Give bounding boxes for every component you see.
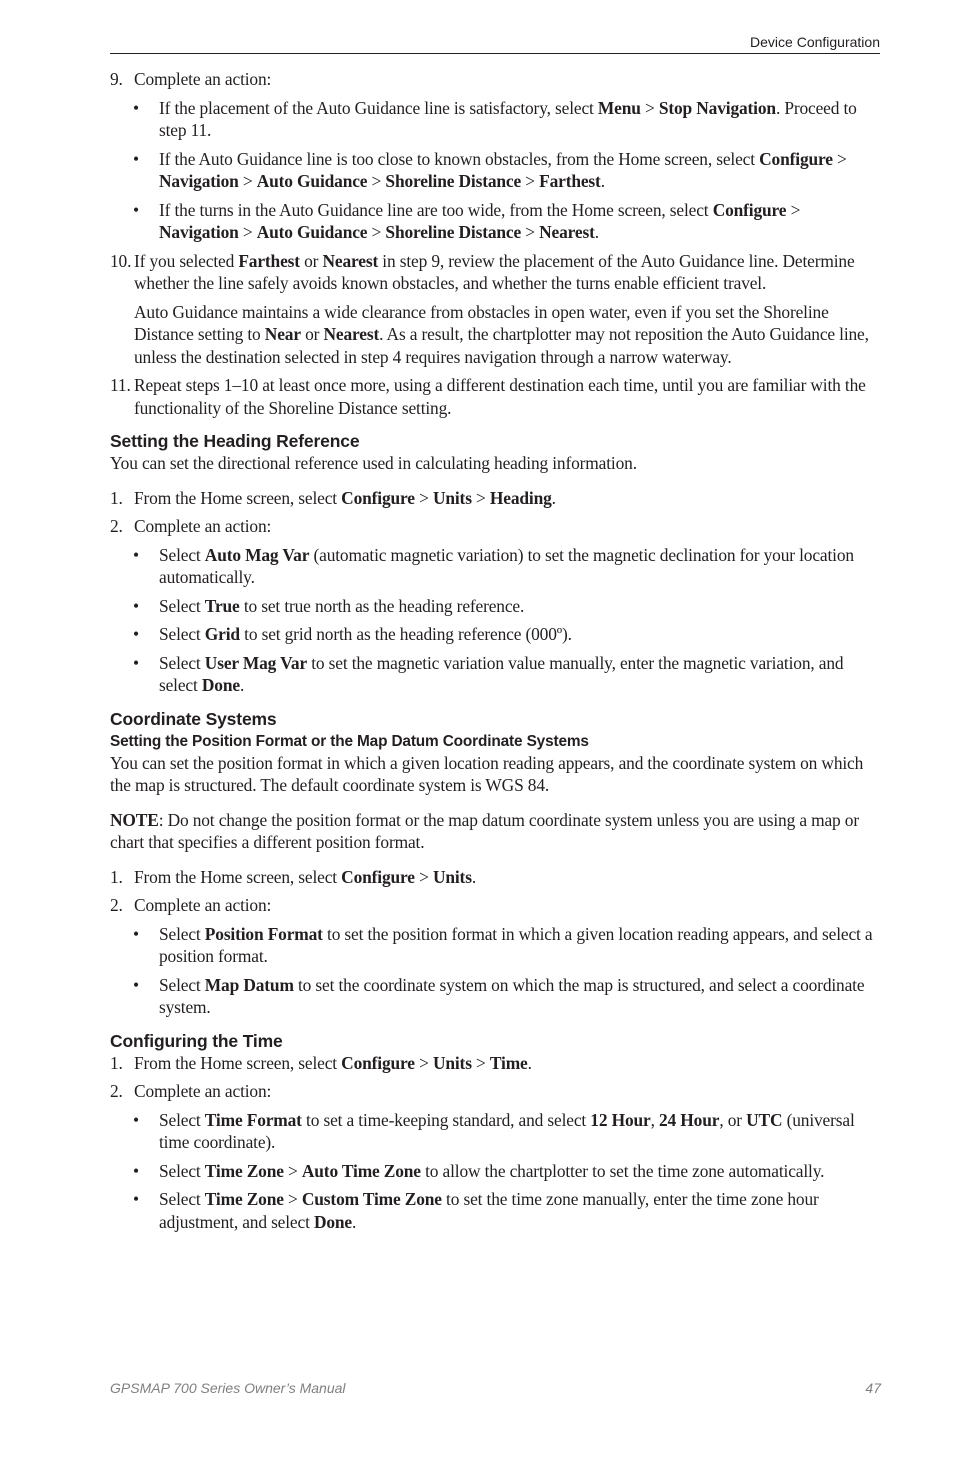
ui-term: Time — [489, 1052, 528, 1073]
ui-term: User Mag Var — [204, 652, 308, 673]
ui-term: Grid — [204, 624, 240, 644]
text-run: Select — [159, 923, 205, 944]
text-run: From the Home screen, select — [134, 487, 342, 508]
text-run: > — [521, 171, 540, 191]
ui-term: Shoreline Distance — [385, 222, 522, 242]
bullet-auto-mag-var — [110, 544, 882, 589]
ui-term: Time Format — [204, 1109, 302, 1130]
ui-term: True — [204, 595, 240, 616]
ui-term: Nearest — [323, 324, 380, 344]
step-2 — [110, 515, 882, 538]
text-run: Complete an action: — [134, 516, 272, 536]
bullet-auto-time-zone — [110, 1160, 882, 1183]
text-run: . — [600, 171, 605, 191]
text-run: > — [414, 1052, 433, 1073]
ui-term: Heading — [489, 487, 552, 508]
text-run: . — [527, 1052, 532, 1073]
step-number: 9. — [110, 69, 123, 89]
step-10-note — [110, 301, 882, 369]
step-11 — [110, 374, 882, 419]
text-run: > — [471, 487, 490, 508]
text-run: 2. — [110, 516, 123, 536]
ui-term: Configure — [341, 1052, 415, 1073]
text-run: Select — [159, 974, 205, 995]
text-run: > — [471, 1052, 490, 1073]
step-1 — [110, 1052, 882, 1075]
bullet-map-datum — [110, 974, 882, 1019]
text-run: Select — [159, 595, 205, 616]
text-run: > — [367, 171, 386, 191]
text-run: > — [521, 222, 540, 242]
ui-term: Units — [432, 487, 472, 508]
step-number: 11. — [110, 375, 131, 395]
text-run: Select — [159, 1160, 205, 1181]
text-run: . As a result, the chartplotter may not reposition the Auto Guidance line, unless the destination selected in step 4 requires navigation through a narrow waterway. — [134, 324, 869, 367]
running-header — [110, 33, 880, 54]
text-run: Select — [159, 1189, 205, 1209]
text-run: Select — [159, 652, 205, 673]
text-run: 2. — [110, 895, 123, 915]
text-run: If you selected — [134, 250, 239, 271]
bullet-stop-navigation — [110, 97, 882, 142]
text-run: , or — [719, 1109, 747, 1130]
text-run: Auto Guidance maintains a wide clearance from obstacles in open water, even if you set the Shoreline Distance setting to — [134, 301, 829, 344]
ui-term: Auto Guidance — [256, 171, 368, 191]
text-run: . — [352, 1211, 357, 1232]
text-run: to set the coordinate system on which the map is structured, and select a coordinate system. — [159, 974, 865, 1017]
text-run: , — [650, 1109, 660, 1130]
ui-term: Custom Time Zone — [301, 1189, 442, 1209]
step-1 — [110, 487, 882, 510]
ui-term: Menu — [597, 97, 641, 118]
text-run: From the Home screen, select — [134, 1052, 342, 1073]
footer-manual-title: GPSMAP 700 Series Owner’s Manual — [110, 1380, 346, 1396]
position-format-subtitle: Setting the Position Format or the Map Datum Coordinate Systems — [110, 732, 589, 750]
text-run: > — [832, 148, 847, 169]
ui-term: Auto Time Zone — [301, 1160, 421, 1181]
header-section-title: Device Configuration — [750, 34, 880, 50]
text-run: to set a time-keeping standard, and select — [301, 1109, 591, 1130]
ui-term: Position Format — [204, 923, 323, 944]
text-run: in step 9, review the placement of the Auto Guidance line. Determine whether the line safely avoids known obstacles, and whether the turns enable efficient travel. — [134, 250, 855, 293]
text-run: Complete an action: — [134, 1081, 272, 1101]
text-run: If the placement of the Auto Guidance line is satisfactory, select — [159, 97, 598, 118]
text-run: > — [238, 171, 257, 191]
bullet-position-format — [110, 923, 882, 968]
heading-reference-title: Setting the Heading Reference — [110, 431, 360, 451]
text-run: Select — [159, 624, 205, 644]
text-run: to set true north as the heading reference. — [239, 595, 525, 616]
text-run: 1. — [110, 866, 123, 887]
text-run: Complete an action: — [134, 895, 272, 915]
ui-term: Done — [201, 675, 240, 695]
heading-reference-intro: You can set the directional reference used in calculating heading information. — [110, 453, 637, 473]
ui-term: 24 Hour — [659, 1109, 720, 1130]
ui-term: Configure — [341, 487, 415, 508]
ui-term: Shoreline Distance — [385, 171, 522, 191]
text-run: 1. — [110, 487, 123, 508]
note — [110, 809, 882, 854]
text-run: > — [414, 487, 433, 508]
step-2 — [110, 1080, 882, 1103]
text-run: to set the time zone manually, enter the time zone hour adjustment, and select — [159, 1189, 819, 1232]
step-number: 10. — [110, 250, 132, 271]
ui-term: Nearest — [539, 222, 595, 242]
ui-term: Time Zone — [204, 1189, 284, 1209]
text-run: 2. — [110, 1081, 123, 1101]
text-run: > — [640, 97, 659, 118]
text-run: to set grid north as the heading reference (000º). — [239, 624, 572, 644]
text-run: 1. — [110, 1052, 123, 1073]
ui-term: Farthest — [539, 171, 601, 191]
text-run: to allow the chartplotter to set the time zone automatically. — [420, 1160, 825, 1181]
bullet-user-mag-var — [110, 652, 882, 697]
text-run: Select — [159, 544, 205, 565]
configuring-time-title: Configuring the Time — [110, 1030, 283, 1051]
ui-term: UTC — [746, 1109, 783, 1130]
text-run: > — [283, 1189, 302, 1209]
text-run: or — [300, 324, 324, 344]
step-1 — [110, 866, 882, 889]
page-body — [110, 68, 882, 1239]
text-run: > — [786, 199, 801, 220]
ui-term: Units — [432, 866, 472, 887]
ui-term: Navigation — [159, 222, 239, 242]
ui-term: Near — [264, 324, 301, 344]
bullet-custom-time-zone — [110, 1188, 882, 1233]
bullet-farthest — [110, 148, 882, 193]
step-10 — [110, 250, 882, 295]
ui-term: 12 Hour — [590, 1109, 651, 1130]
ui-term: Auto Guidance — [256, 222, 368, 242]
text-run: to set the magnetic variation value manually, enter the magnetic variation, and select — [159, 652, 844, 695]
ui-term: Configure — [759, 148, 833, 169]
bullet-nearest — [110, 199, 882, 244]
ui-term: Stop Navigation — [658, 97, 776, 118]
step-9 — [110, 68, 882, 91]
text-run: > — [414, 866, 433, 887]
step-2 — [110, 894, 882, 917]
page-number: 47 — [865, 1380, 881, 1396]
ui-term: Navigation — [159, 171, 239, 191]
text-run: to set the position format in which a given location reading appears, and select a position format. — [159, 923, 873, 966]
coordinate-systems-title: Coordinate Systems — [110, 708, 277, 729]
ui-term: Nearest — [322, 250, 379, 271]
ui-term: Units — [432, 1052, 472, 1073]
bullet-true — [110, 595, 882, 618]
text-run: > — [283, 1160, 302, 1181]
text-run: If the turns in the Auto Guidance line are too wide, from the Home screen, select — [159, 199, 713, 220]
ui-term: NOTE — [110, 809, 159, 830]
ui-term: Done — [313, 1211, 352, 1232]
step-text: Complete an action: — [134, 69, 272, 89]
bullet-grid — [110, 623, 882, 646]
text-run: > — [367, 222, 386, 242]
ui-term: Time Zone — [204, 1160, 284, 1181]
step-text: Repeat steps 1–10 at least once more, using a different destination each time, until you are familiar with the functionality of the Shoreline Distance setting. — [134, 375, 866, 418]
text-run: > — [238, 222, 257, 242]
ui-term: Configure — [341, 866, 415, 887]
bullet-time-format — [110, 1109, 882, 1154]
text-run: Select — [159, 1109, 205, 1130]
ui-term: Auto Mag Var — [204, 544, 310, 565]
text-run: (automatic magnetic variation) to set the magnetic declination for your location automatically. — [159, 544, 854, 587]
text-run: . — [594, 222, 599, 242]
text-run: . — [551, 487, 556, 508]
text-run: . — [239, 675, 245, 695]
ui-term: Configure — [712, 199, 787, 220]
coordinate-systems-intro: You can set the position format in which a given location reading appears, and the coordinate system on which the map is structured. The default coordinate system is WGS 84. — [110, 752, 864, 795]
ui-term: Farthest — [238, 250, 300, 271]
ui-term: Map Datum — [204, 974, 294, 995]
text-run: . Proceed to step 11. — [159, 97, 857, 140]
text-run: (universal time coordinate). — [159, 1109, 855, 1152]
text-run: . — [471, 866, 477, 887]
text-run: If the Auto Guidance line is too close to known obstacles, from the Home screen, select — [159, 148, 760, 169]
text-run: or — [299, 250, 323, 271]
text-run: : Do not change the position format or the map datum coordinate system unless you are using a map or chart that specifies a different position format. — [110, 809, 859, 852]
text-run: From the Home screen, select — [134, 866, 342, 887]
